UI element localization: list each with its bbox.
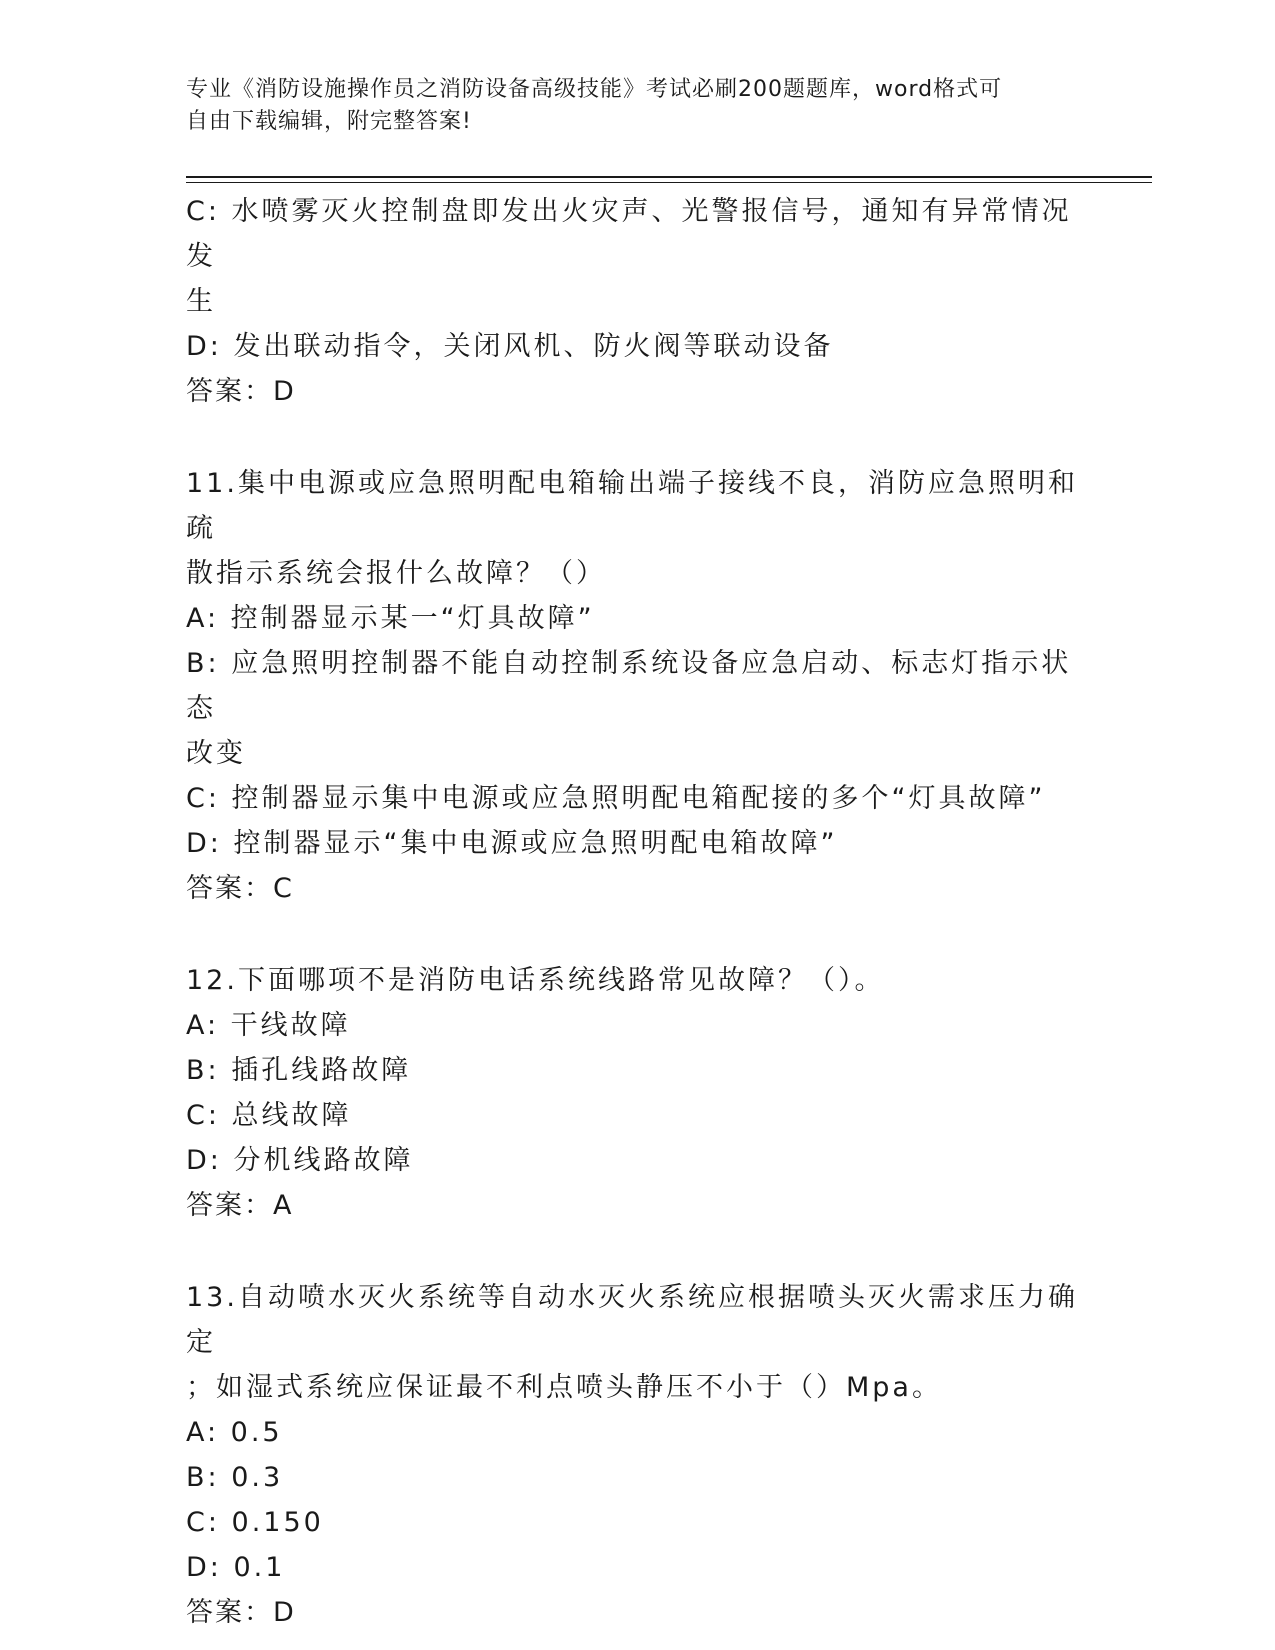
option-d: D: 0.1 xyxy=(186,1552,286,1583)
question-stem-line-2: 散指示系统会报什么故障？（） xyxy=(186,558,606,589)
answer: 答案：D xyxy=(186,376,296,407)
option-b-line-1: B: 应急照明控制器不能自动控制系统设备应急启动、标志灯指示状态 xyxy=(186,648,1072,724)
question-stem-line-1: 13.自动喷水灭火系统等自动水灭火系统应根据喷头灭火需求压力确定 xyxy=(186,1282,1078,1358)
option-c: C: 0.150 xyxy=(186,1507,324,1538)
option-d: D: 控制器显示“集中电源或应急照明配电箱故障” xyxy=(186,828,838,859)
question-block-11 xyxy=(186,461,1086,912)
option-a: A: 0.5 xyxy=(186,1417,283,1448)
option-a: A: 控制器显示某一“灯具故障” xyxy=(186,603,595,634)
option-d: D: 发出联动指令，关闭风机、防火阀等联动设备 xyxy=(186,331,834,362)
header-divider-thick xyxy=(186,176,1152,178)
question-stem-line-2: ；如湿式系统应保证最不利点喷头静压不小于（）Mpa。 xyxy=(186,1372,942,1403)
option-c-line-1: C: 水喷雾灭火控制盘即发出火灾声、光警报信号，通知有异常情况发 xyxy=(186,196,1072,272)
option-c: C: 总线故障 xyxy=(186,1100,352,1131)
option-b: B: 插孔线路故障 xyxy=(186,1055,412,1086)
header-divider-thin xyxy=(186,182,1152,183)
question-block-13 xyxy=(186,1275,1086,1636)
option-a: A: 干线故障 xyxy=(186,1010,351,1041)
option-c-line-2: 生 xyxy=(186,286,216,317)
question-stem: 12.下面哪项不是消防电话系统线路常见故障？（）。 xyxy=(186,965,885,996)
answer: 答案：D xyxy=(186,1597,296,1628)
question-stem-line-1: 11.集中电源或应急照明配电箱输出端子接线不良，消防应急照明和疏 xyxy=(186,468,1078,544)
question-block-previous xyxy=(186,189,1086,415)
option-d: D: 分机线路故障 xyxy=(186,1145,414,1176)
header-title-line-2: 自由下载编辑，附完整答案! xyxy=(186,109,472,134)
document-header xyxy=(186,74,1066,138)
question-block-12 xyxy=(186,958,1086,1229)
option-c: C: 控制器显示集中电源或应急照明配电箱配接的多个“灯具故障” xyxy=(186,783,1046,814)
question-list xyxy=(186,189,1086,1636)
answer: 答案：A xyxy=(186,1190,294,1221)
option-b: B: 0.3 xyxy=(186,1462,284,1493)
header-title-line-1: 专业《消防设施操作员之消防设备高级技能》考试必刷200题题库，word格式可 xyxy=(186,77,1003,102)
answer: 答案：C xyxy=(186,873,294,904)
option-b-line-2: 改变 xyxy=(186,738,246,769)
